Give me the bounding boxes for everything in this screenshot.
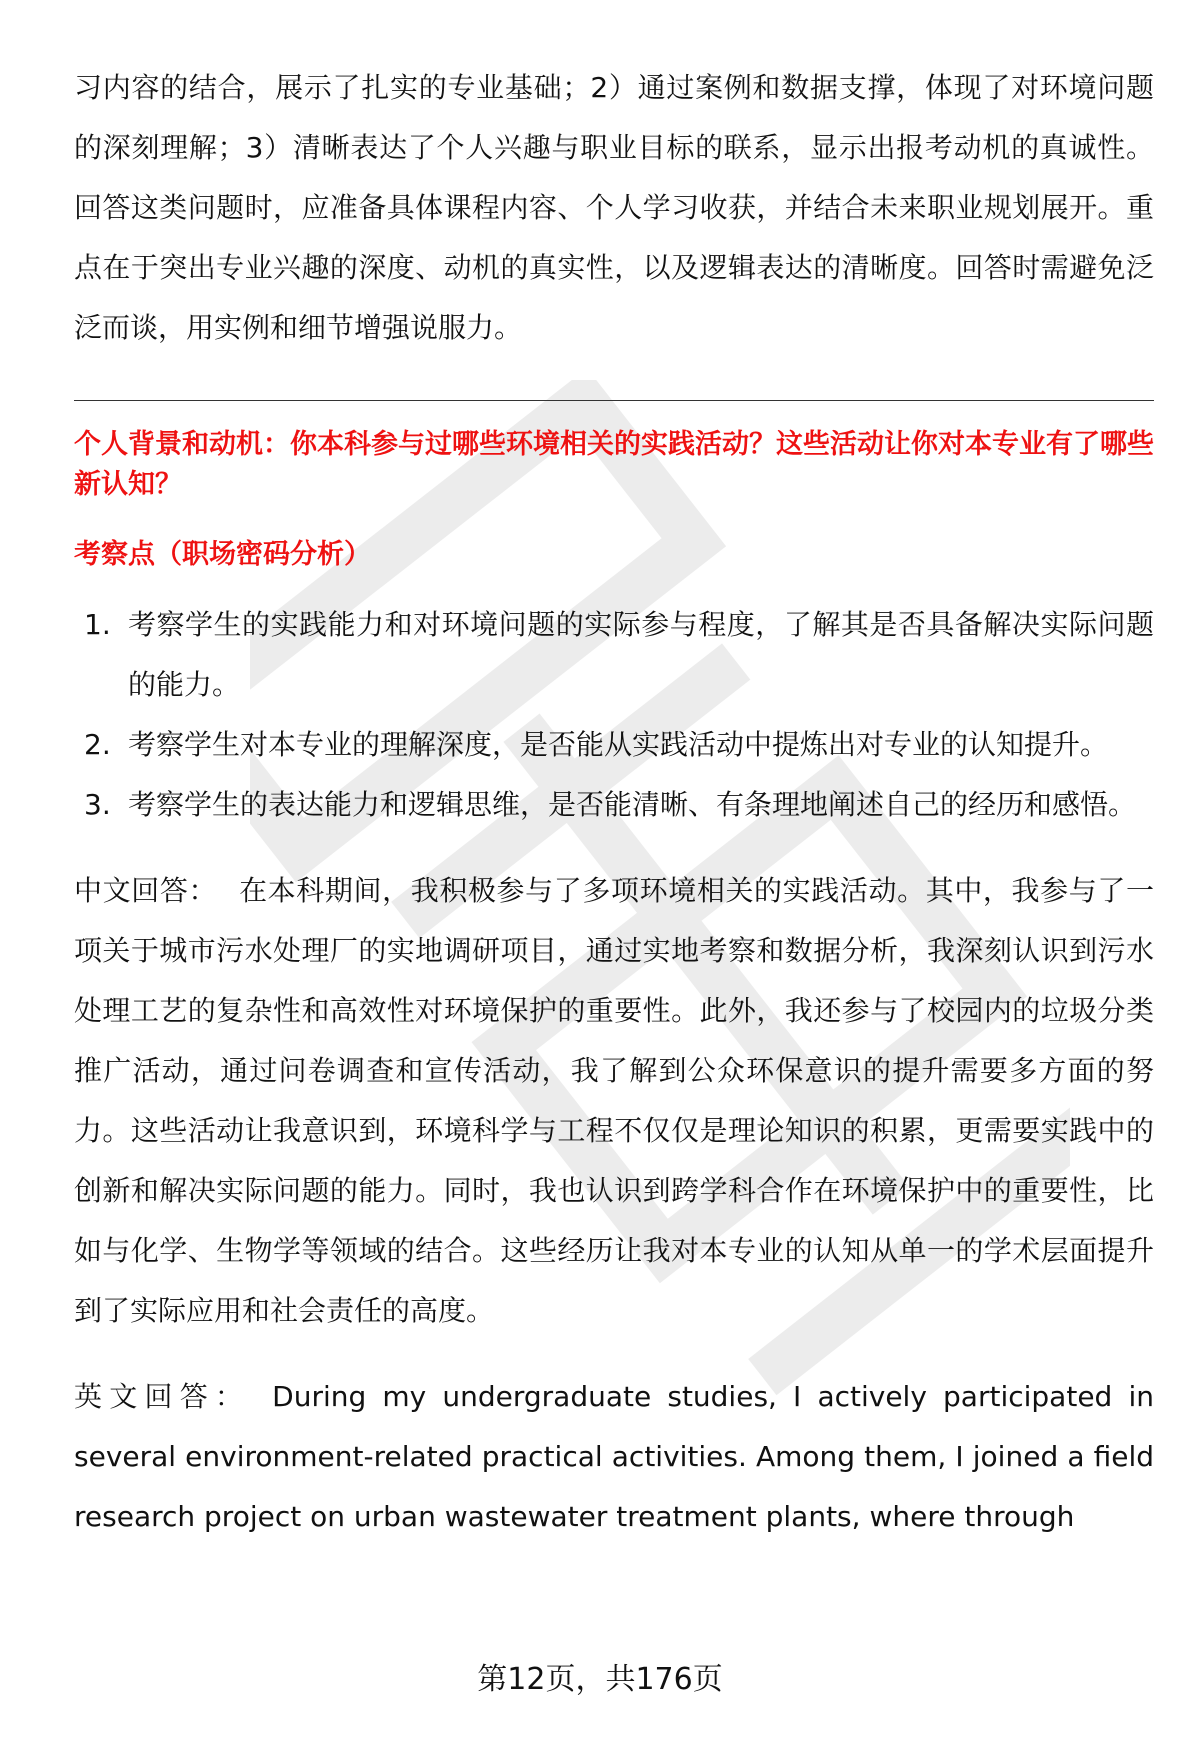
- chinese-answer: [74, 861, 1154, 1341]
- question-heading: 个人背景和动机：你本科参与过哪些环境相关的实践活动？这些活动让你对本专业有了哪些新认知？: [74, 429, 1154, 500]
- page-number-footer: 第12页，共176页: [477, 1662, 723, 1697]
- page-content: [74, 58, 1154, 1547]
- continuation-paragraph: 习内容的结合，展示了扎实的专业基础；2）通过案例和数据支撑，体现了对环境问题的深刻理解；3）清晰表达了个人兴趣与职业目标的联系，显示出报考动机的真诚性。回答这类问题时，应准备具体课程内容、个人学习收获，并结合未来职业规划展开。重点在于突出专业兴趣的深度、动机的真实性，以及逻辑表达的清晰度。回答时需避免泛泛而谈，用实例和细节增强说服力。: [74, 71, 1154, 344]
- english-answer: [74, 1367, 1154, 1547]
- list-item-number: 2.: [84, 728, 111, 761]
- english-answer-label: 英文回答：: [74, 1380, 251, 1413]
- list-item-number: 3.: [84, 788, 111, 821]
- english-answer-text: During my undergraduate studies, I actively participated in several environment-related practical activities. Among them, I joined a field research project on urban wastewater treatment plants, where through: [74, 1380, 1154, 1533]
- list-item: [74, 715, 1154, 775]
- list-item: [74, 775, 1154, 835]
- assessment-points-heading: 考察点（职场密码分析）: [74, 539, 371, 570]
- chinese-answer-label: 中文回答：: [74, 874, 218, 907]
- assessment-points-list: [74, 595, 1154, 835]
- chinese-answer-text: 在本科期间，我积极参与了多项环境相关的实践活动。其中，我参与了一项关于城市污水处理厂的实地调研项目，通过实地考察和数据分析，我深刻认识到污水处理工艺的复杂性和高效性对环境保护的重要性。此外，我还参与了校园内的垃圾分类推广活动，通过问卷调查和宣传活动，我了解到公众环保意识的提升需要多方面的努力。这些活动让我意识到，环境科学与工程不仅仅是理论知识的积累，更需要实践中的创新和解决实际问题的能力。同时，我也认识到跨学科合作在环境保护中的重要性，比如与化学、生物学等领域的结合。这些经历让我对本专业的认知从单一的学术层面提升到了实际应用和社会责任的高度。: [74, 874, 1154, 1327]
- list-item-text: 考察学生的表达能力和逻辑思维，是否能清晰、有条理地阐述自己的经历和感悟。: [128, 788, 1137, 821]
- list-item: [74, 595, 1154, 715]
- section-divider: [74, 400, 1154, 401]
- list-item-text: 考察学生对本专业的理解深度，是否能从实践活动中提炼出对专业的认知提升。: [128, 728, 1109, 761]
- list-item-number: 1.: [84, 608, 111, 641]
- list-item-text: 考察学生的实践能力和对环境问题的实际参与程度，了解其是否具备解决实际问题的能力。: [128, 608, 1154, 701]
